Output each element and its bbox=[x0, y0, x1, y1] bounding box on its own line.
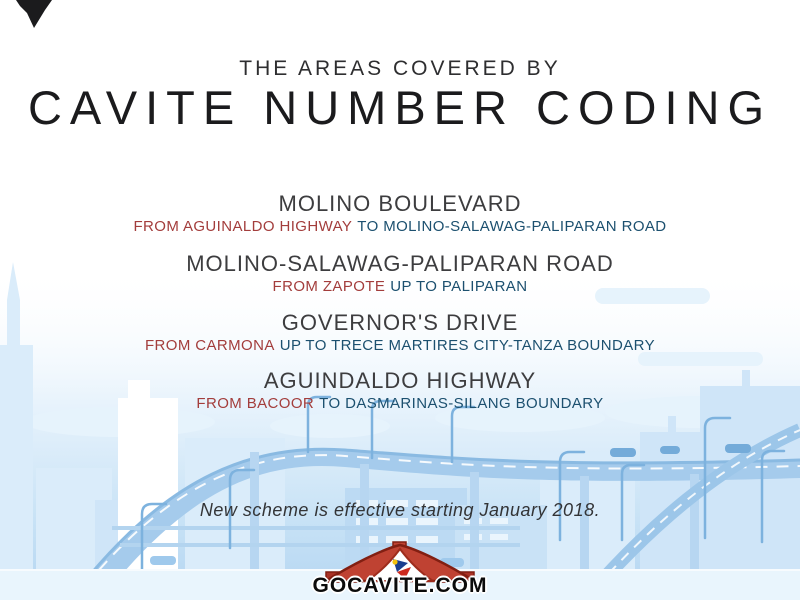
road-name: MOLINO-SALAWAG-PALIPARAN ROAD bbox=[186, 251, 614, 276]
road-range-from: FROM ZAPOTE bbox=[272, 278, 386, 295]
road-range-from: FROM BACOOR bbox=[196, 395, 315, 412]
road-name: GOVERNOR'S DRIVE bbox=[281, 310, 519, 335]
road-name: AGUINDALDO HIGHWAY bbox=[263, 368, 537, 393]
brand-wordmark: GOCAVITE.COM bbox=[312, 574, 488, 597]
road-range-from: FROM CARMONA bbox=[144, 337, 275, 354]
road-range-to: TO MOLINO-SALAWAG-PALIPARAN ROAD bbox=[357, 218, 667, 235]
road-range bbox=[0, 217, 800, 237]
poster-supertitle: THE AREAS COVERED BY bbox=[239, 57, 561, 80]
road-range bbox=[0, 394, 800, 414]
road-range bbox=[0, 277, 800, 297]
dark-corner-mark-icon bbox=[0, 0, 62, 34]
road-range-to: UP TO PALIPARAN bbox=[390, 278, 528, 295]
poster-title: CAVITE NUMBER CODING bbox=[27, 81, 773, 134]
effectivity-note: New scheme is effective starting January 2018. bbox=[199, 500, 601, 520]
road-section-aguinaldo-highway bbox=[0, 369, 800, 414]
road-section-molino-salawag-paliparan bbox=[0, 252, 800, 297]
road-section-molino-boulevard bbox=[0, 192, 800, 237]
road-range-from: FROM AGUINALDO HIGHWAY bbox=[133, 218, 353, 235]
road-range-to: TO DASMARINAS-SILANG BOUNDARY bbox=[319, 395, 604, 412]
road-name: MOLINO BOULEVARD bbox=[278, 191, 522, 216]
road-section-governors-drive bbox=[0, 311, 800, 356]
road-range-to: UP TO TRECE MARTIRES CITY-TANZA BOUNDARY bbox=[279, 337, 656, 354]
road-range bbox=[0, 336, 800, 356]
